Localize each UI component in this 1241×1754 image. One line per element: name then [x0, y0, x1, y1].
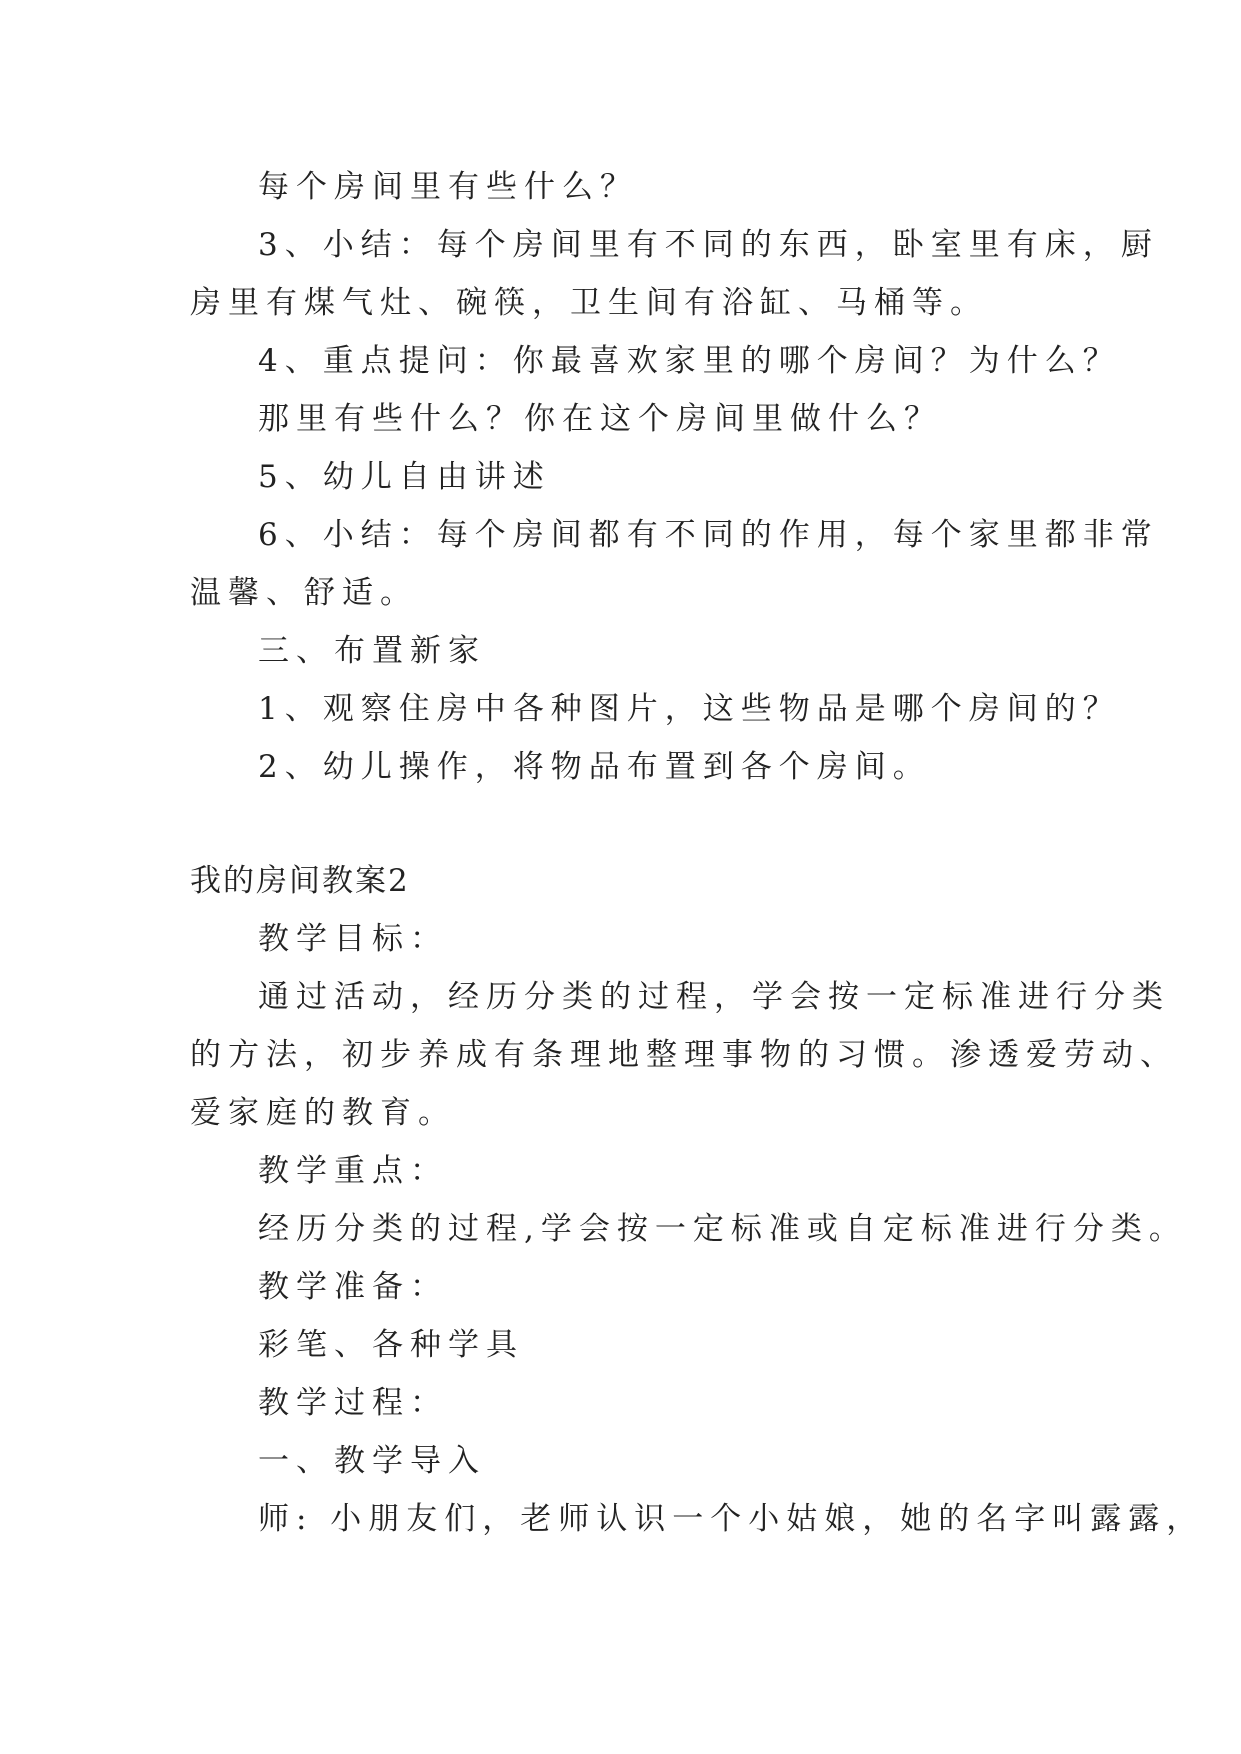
document-title: 我的房间教案2: [190, 863, 410, 899]
text-line: 6、小结：每个房间都有不同的作用，每个家里都非常: [258, 517, 1159, 553]
text-line: 彩笔、各种学具: [258, 1327, 524, 1363]
text-line: 3、小结：每个房间里有不同的东西，卧室里有床，厨: [258, 227, 1159, 263]
section-heading: 教学准备：: [258, 1269, 448, 1305]
text-line: 5、幼儿自由讲述: [258, 459, 551, 495]
text-line: 爱家庭的教育。: [190, 1095, 456, 1131]
section-heading: 教学重点：: [258, 1153, 448, 1189]
text-line: 师: 小朋友们，老师认识一个小姑娘，她的名字叫露露，: [258, 1501, 1205, 1537]
text-line: 1、观察住房中各种图片，这些物品是哪个房间的？: [258, 691, 1121, 727]
text-line: 经历分类的过程,学会按一定标准或自定标准进行分类。: [258, 1211, 1187, 1247]
section-heading: 一、教学导入: [258, 1443, 486, 1479]
section-heading: 三、布置新家: [258, 633, 486, 669]
section-heading: 教学过程：: [258, 1385, 448, 1421]
text-line: 4、重点提问：你最喜欢家里的哪个房间？为什么？: [258, 343, 1121, 379]
text-line: 的方法，初步养成有条理地整理事物的习惯。渗透爱劳动、: [190, 1037, 1178, 1073]
text-line: 每个房间里有些什么？: [258, 169, 638, 205]
text-line: 温馨、舒适。: [190, 575, 418, 611]
text-line: 房里有煤气灶、碗筷，卫生间有浴缸、马桶等。: [190, 285, 988, 321]
text-line: 通过活动，经历分类的过程，学会按一定标准进行分类: [258, 979, 1170, 1015]
section-heading: 教学目标：: [258, 921, 448, 957]
text-line: 2、幼儿操作，将物品布置到各个房间。: [258, 749, 931, 785]
text-line: 那里有些什么？你在这个房间里做什么？: [258, 401, 942, 437]
